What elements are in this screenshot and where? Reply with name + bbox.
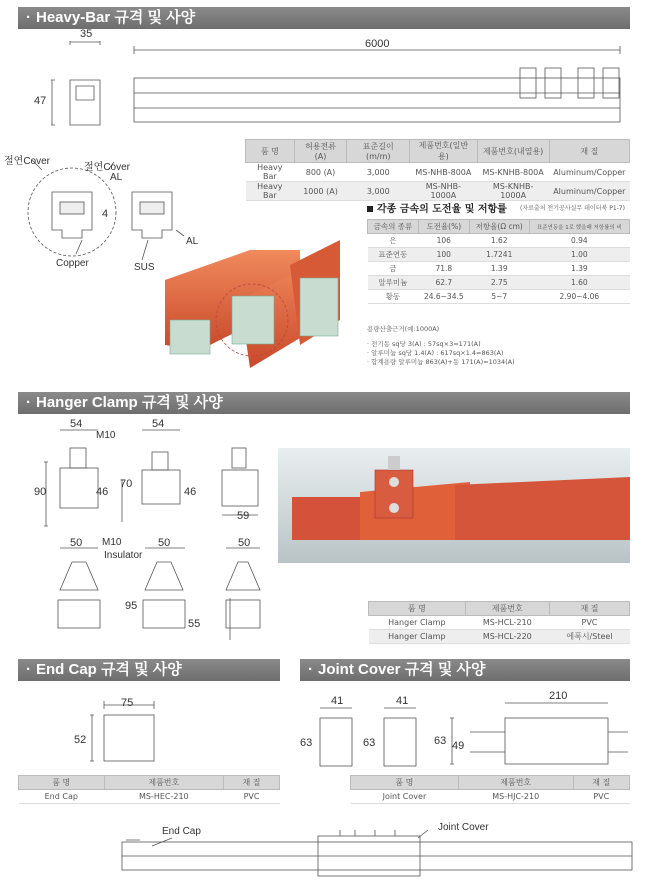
label-al-top: AL (110, 172, 123, 183)
dim-jc-h1: 63 (300, 737, 313, 749)
heavy-bar-spec-table: 품 명 허용전류 (A) 표준길이(m/m) 제품번호(일반용) 제품번호(내열용) 재 질 Heavy Bar 800 (A) 3,000 MS-NHB-800A MS-KNHB-800A Aluminum/Copper Heavy Bar 1000 (A) 3,000 MS-NHB-1000A MS-KNHB-1000A Aluminum/Copper (245, 139, 630, 201)
label-al-right: AL (186, 236, 199, 247)
conductivity-source: (자료출처 전기공사실무 데이터북 P1-7) (520, 205, 625, 212)
conductivity-title: 각종 금속의 도전율 및 저항률 (367, 200, 507, 215)
joint-cover-table: 품 명 제품번호 재 질 Joint Cover MS-HJC-210 PVC (350, 775, 630, 804)
dim-hc-w6: 50 (238, 537, 251, 549)
dim-ec-width: 75 (121, 697, 134, 709)
table-row: Joint Cover MS-HJC-210 PVC (351, 790, 630, 804)
dim-hc-h1: 90 (34, 486, 47, 498)
label-insulation-cover-left: 절연Cover (4, 156, 50, 167)
heavy-bar-photo (165, 240, 340, 368)
dim-bar-width: 35 (80, 28, 93, 40)
hanger-clamp-drawings (44, 430, 260, 640)
joint-bolts (520, 68, 619, 98)
table-row: 표준연동 100 1.7241 1.00 (368, 248, 630, 262)
section-title: End Cap 규격 및 사양 (36, 661, 182, 678)
capacity-notes: 용량산출근거(예:1000A) · 전기동 sq당 3(A) : 57sq×3=171(A) · 알루미늄 sq당 1.4(A) : 617sq×1.4=863(A) · 합계용량 알루미늄 863(A)+동 171(A)=1034(A) (367, 325, 515, 366)
dim-jc-h3: 63 (434, 735, 447, 747)
hanger-clamp-table: 품 명 제품번호 재 질 Hanger Clamp MS-HCL-210 PVC Hanger Clamp MS-HCL-220 에폭시/Steel (368, 601, 630, 644)
dim-jc-length: 210 (549, 690, 568, 702)
dim-hc-w1: 54 (70, 418, 83, 430)
dim-jc-h2: 63 (363, 737, 376, 749)
square-bullet-icon (367, 206, 373, 212)
joint-cover-drawings (320, 703, 628, 766)
label-sus: SUS (134, 262, 155, 273)
table-row: Heavy Bar 1000 (A) 3,000 MS-NHB-1000A MS-KNHB-1000A Aluminum/Copper (246, 182, 630, 201)
end-cap-drawing (104, 715, 154, 761)
label-insulation-cover-right: 절연Cover (84, 162, 130, 173)
dim-hc-h6: 55 (188, 618, 201, 630)
table-row: 황동 24.6~34.5 5~7 2.90~4.06 (368, 290, 630, 304)
section-title: Joint Cover 규격 및 사양 (318, 661, 486, 678)
table-row: 금 71.8 1.39 1.39 (368, 262, 630, 276)
hanger-clamp-photo (278, 448, 630, 563)
dim-jc-w2: 41 (396, 695, 409, 707)
dim-hc-h5: 95 (125, 600, 138, 612)
end-cap-table: 품 명 제품번호 재 질 End Cap MS-HEC-210 PVC (18, 775, 280, 804)
dim-hc-w3: 59 (237, 510, 250, 522)
table-row: Hanger Clamp MS-HCL-210 PVC (369, 616, 630, 630)
conductivity-table: 금속의 종류 도전율(%) 저항율(Ω cm) 표준연동을 1로 했을때 저항률의 비 은 106 1.62 0.94 표준연동 100 1.7241 1.00 금 71.8 1.39 1.39 알루미늄 62.7 2.75 1.60 황동 24.6~34.5 5~7 2.90~4.06 (367, 219, 630, 304)
dim-jc-w1: 41 (331, 695, 344, 707)
dim-bar-length: 6000 (365, 38, 390, 50)
dim-jc-h4: 49 (452, 740, 465, 752)
label-joint-cover: Joint Cover (438, 822, 489, 833)
dim-hc-h3: 70 (120, 478, 133, 490)
dim-hc-w5: 50 (158, 537, 171, 549)
label-end-cap: End Cap (162, 826, 201, 837)
label-m10-top: M10 (96, 430, 116, 441)
table-row: Hanger Clamp MS-HCL-220 에폭시/Steel (369, 630, 630, 644)
table-row: End Cap MS-HEC-210 PVC (19, 790, 280, 804)
label-insulator: Insulator (104, 550, 143, 561)
section-title: Heavy-Bar 규격 및 사양 (36, 9, 196, 26)
section-title: Hanger Clamp 규격 및 사양 (36, 394, 223, 411)
dim-gap: 4 (102, 208, 109, 220)
table-row: 은 106 1.62 0.94 (368, 234, 630, 248)
table-row: 알루미늄 62.7 2.75 1.60 (368, 276, 630, 290)
bar-section-drawing (70, 80, 100, 125)
label-m10-bottom: M10 (102, 537, 122, 548)
dim-ec-height: 52 (74, 734, 87, 746)
dim-hc-w2: 54 (152, 418, 165, 430)
bar-long-view (134, 78, 620, 122)
label-copper: Copper (56, 258, 89, 269)
dim-hc-h2: 46 (96, 486, 109, 498)
dim-hc-w4: 50 (70, 537, 83, 549)
dim-hc-h4: 46 (184, 486, 197, 498)
table-row: Heavy Bar 800 (A) 3,000 MS-NHB-800A MS-KNHB-800A Aluminum/Copper (246, 163, 630, 182)
dim-bar-height: 47 (34, 95, 47, 107)
